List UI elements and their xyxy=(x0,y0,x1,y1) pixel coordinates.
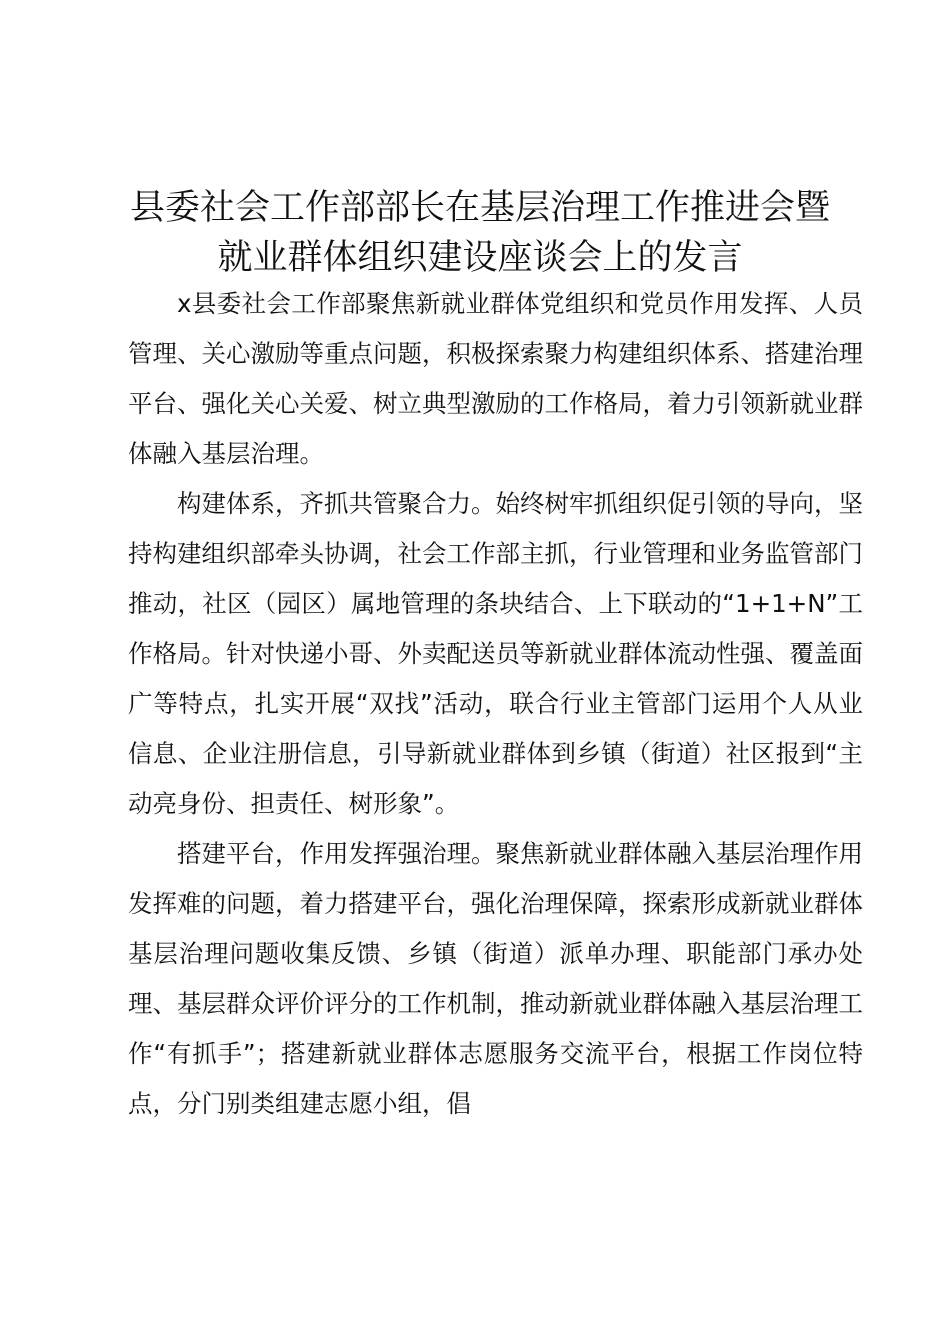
paragraph-build-platform: 搭建平台，作用发挥强治理。聚焦新就业群体融入基层治理作用发挥难的问题，着力搭建平台，强化治理保障，探索形成新就业群体基层治理问题收集反馈、乡镇（街道）派单办理、职能部门承办处理、基层群众评价评分的工作机制，推动新就业群体融入基层治理工作“有抓手”；搭建新就业群体志愿服务交流平台，根据工作岗位特点，分门别类组建志愿小组，倡 xyxy=(128,839,863,1118)
document-body xyxy=(128,279,863,1129)
document-title-line-1: 县委社会工作部部长在基层治理工作推进会暨 xyxy=(129,188,830,228)
paragraph-build-system: 构建体系，齐抓共管聚合力。始终树牢抓组织促引领的导向，坚持构建组织部牵头协调，社会工作部主抓，行业管理和业务监管部门推动，社区（园区）属地管理的条块结合、上下联动的“1+1+N”工作格局。针对快递小哥、外卖配送员等新就业群体流动性强、覆盖面广等特点，扎实开展“双找”活动，联合行业主管部门运用个人从业信息、企业注册信息，引导新就业群体到乡镇（街道）社区报到“主动亮身份、担责任、树形象”。 xyxy=(128,489,863,818)
document-title-line-2: 就业群体组织建设座谈会上的发言 xyxy=(217,238,743,278)
paragraph-intro: x县委社会工作部聚焦新就业群体党组织和党员作用发挥、人员管理、关心激励等重点问题，积极探索聚力构建组织体系、搭建治理平台、强化关心关爱、树立典型激励的工作格局，着力引领新就业群体融入基层治理。 xyxy=(128,289,863,468)
